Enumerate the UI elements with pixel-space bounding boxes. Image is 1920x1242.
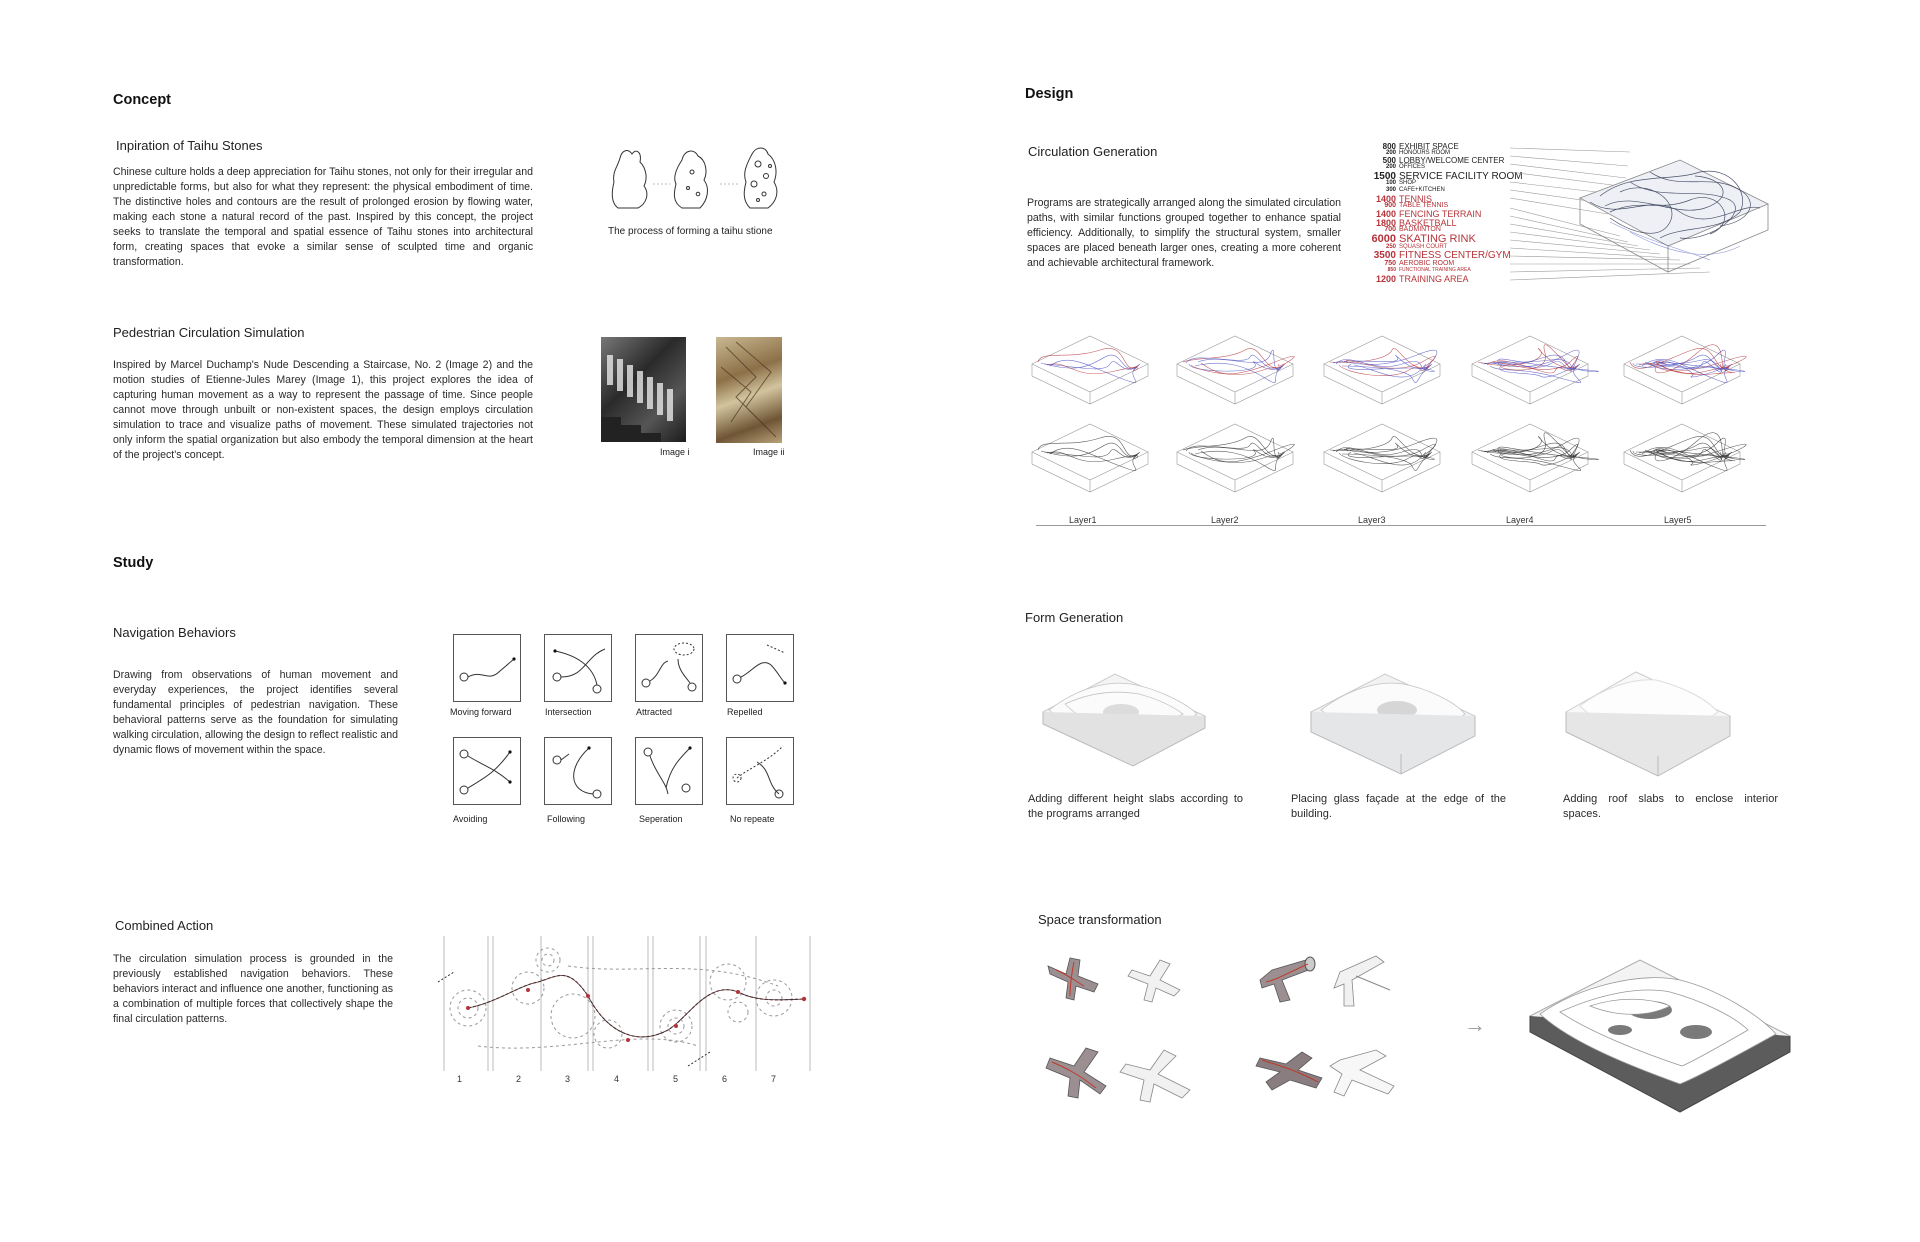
taihu-caption: The process of forming a taihu stione xyxy=(608,226,773,237)
program-name: OFFICES xyxy=(1399,164,1426,170)
transformation-arrow: → xyxy=(1464,1012,1486,1037)
step-2: 2 xyxy=(516,1074,522,1084)
form-step-1-model xyxy=(1035,650,1220,770)
junction-3 xyxy=(1260,957,1315,1002)
space-title: Space transformation xyxy=(1038,912,1162,927)
program-area: 6000 xyxy=(1371,233,1396,246)
step-3: 3 xyxy=(565,1074,571,1084)
behavior-label-5: Avoiding xyxy=(453,814,488,824)
taihu-stone-1 xyxy=(612,151,647,208)
form-step-3-model xyxy=(1560,650,1740,770)
program-row xyxy=(1370,180,1416,186)
layer-program-diagram xyxy=(1030,330,1150,410)
program-area: 700 xyxy=(1384,226,1396,234)
image-i-caption: Image i xyxy=(660,447,690,457)
program-area: 3500 xyxy=(1373,250,1396,262)
image-ii-caption: Image ii xyxy=(753,447,785,457)
concept-heading: Concept xyxy=(113,92,171,108)
program-area: 200 xyxy=(1385,149,1396,156)
behavior-following xyxy=(544,737,612,805)
junction-4 xyxy=(1256,1052,1322,1090)
program-area: 1500 xyxy=(1373,170,1396,182)
form-step-3-caption: Adding roof slabs to enclose interior spaces. xyxy=(1563,793,1778,820)
layer-path-diagram xyxy=(1030,418,1150,498)
behavior-label-6: Following xyxy=(547,814,586,824)
design-heading: Design xyxy=(1025,86,1074,102)
program-area: 900 xyxy=(1384,202,1396,210)
form-title: Form Generation xyxy=(1025,610,1124,625)
program-area: 800 xyxy=(1382,142,1396,151)
duchamp-painting xyxy=(716,337,782,443)
program-name: FUNCTIONAL TRAINING AREA xyxy=(1399,266,1471,273)
program-row xyxy=(1370,187,1445,193)
program-area: 250 xyxy=(1385,243,1396,250)
behavior-label-4: Repelled xyxy=(727,707,763,717)
program-row xyxy=(1370,150,1450,156)
program-name: HONOURS ROOM xyxy=(1399,149,1450,156)
marey-photo xyxy=(601,337,686,442)
step-7: 7 xyxy=(771,1074,777,1084)
behavior-intersection xyxy=(544,634,612,702)
program-name: FITNESS CENTER/GYM xyxy=(1399,250,1511,262)
program-area: 200 xyxy=(1385,164,1396,170)
layer-label-2: Layer2 xyxy=(1211,515,1239,525)
final-building-model xyxy=(1520,946,1795,1126)
step-5: 5 xyxy=(673,1074,679,1084)
taihu-stone-3 xyxy=(744,148,777,208)
circulation-massing xyxy=(1510,142,1790,287)
layer-label-5: Layer5 xyxy=(1664,515,1692,525)
circulation-body: Programs are strategically arranged along the simulated circulation paths, with similar functions grouped together to enhance spatial efficiency. Additionally, to simplify the structural system, smaller spaces are placed beneath larger ones, creating a more coherent and achievable architectural framework. xyxy=(1027,197,1341,269)
junction-2-form xyxy=(1120,1050,1190,1102)
program-name: SHOP xyxy=(1399,180,1417,187)
layer-path-diagram xyxy=(1175,418,1295,498)
combined-body: The circulation simulation process is grounded in the previously established navigation behaviors. These behaviors interact and influence one another, functioning as a combination of multiple forces that collectively shape the final circulation patterns. xyxy=(113,953,393,1025)
layer-baseline xyxy=(1036,525,1766,526)
program-name: AEROBIC ROOM xyxy=(1399,259,1455,267)
program-name: CAFE+KITCHEN xyxy=(1399,187,1445,194)
program-area: 750 xyxy=(1384,259,1396,267)
program-area: 1400 xyxy=(1375,209,1396,220)
program-name: SKATING RINK xyxy=(1399,233,1476,246)
step-1: 1 xyxy=(457,1074,463,1084)
taihu-stone-2 xyxy=(674,151,707,208)
behavior-seperation xyxy=(635,737,703,805)
junction-3-form xyxy=(1334,956,1390,1006)
space-transformation-diagram xyxy=(1040,940,1510,1120)
junction-4-form xyxy=(1330,1050,1394,1096)
circulation-title: Circulation Generation xyxy=(1028,144,1158,159)
junction-1-form xyxy=(1128,960,1180,1002)
navigation-body: Drawing from observations of human movement and everyday experiences, the project identifies several fundamental principles of pedestrian navigation. These behavioral patterns serve as the foundation for simulating walking circulation, allowing the design to reflect realistic and dynamic flows of movement within the space. xyxy=(113,669,399,756)
program-area: 1800 xyxy=(1375,217,1396,228)
program-row xyxy=(1370,164,1425,170)
program-area: 1400 xyxy=(1375,193,1396,204)
layer-path-diagram xyxy=(1622,418,1742,498)
behavior-label-7: Seperation xyxy=(639,814,683,824)
form-step-1-caption: Adding different height slabs according to the programs arranged xyxy=(1028,793,1243,820)
junction-1 xyxy=(1048,958,1098,1000)
program-list xyxy=(1370,142,1530,302)
navigation-title: Navigation Behaviors xyxy=(113,625,236,640)
taihu-body: Chinese culture holds a deep appreciation for Taihu stones, not only for their irregular and unpredictable forms, but also for what they represent: the physical embodiment of time. The distinctive holes and contours are the result of prolonged erosion by flowing water, making each stone a natural record of the past. Inspired by this concept, the project seeks to translate the temporal and spatial essence of Taihu stones into architectural form, creating spaces that evoke a similar sense of sculpted time and organic transformation. xyxy=(113,166,533,268)
junction-2 xyxy=(1046,1048,1106,1098)
program-name: FENCING TERRAIN xyxy=(1399,209,1482,220)
combined-title: Combined Action xyxy=(115,918,214,933)
layer-program-diagram xyxy=(1470,330,1590,410)
behavior-repelled xyxy=(726,634,794,702)
program-name: SQUASH COURT xyxy=(1399,243,1448,250)
program-name: TRAINING AREA xyxy=(1399,273,1469,284)
program-row xyxy=(1370,267,1471,273)
combined-action-diagram xyxy=(438,936,813,1086)
behavior-label-8: No repeate xyxy=(730,814,775,824)
form-step-2-model xyxy=(1305,650,1485,770)
program-area: 1200 xyxy=(1375,273,1396,284)
layer-program-diagram xyxy=(1175,330,1295,410)
behavior-moving-forward xyxy=(453,634,521,702)
taihu-title: Inpiration of Taihu Stones xyxy=(116,138,263,153)
program-area: 300 xyxy=(1385,187,1396,194)
layer-label-3: Layer3 xyxy=(1358,515,1386,525)
form-step-2-caption: Placing glass façade at the edge of the building. xyxy=(1291,793,1506,820)
program-name: LOBBY/WELCOME CENTER xyxy=(1399,156,1505,166)
pedestrian-body: Inspired by Marcel Duchamp's Nude Descending a Staircase, No. 2 (Image 2) and the motion studies of Etienne-Jules Marey (Image 1), this project explores the idea of capturing human movement as a way to represent the passage of time. Since people cannot move through unbuilt or non-existent spaces, the design employs circulation simulation to trace and visualize paths of movement. These simulated trajectories not only inform the spatial organization but also embody the temporal dimension at the heart of the project's concept. xyxy=(113,359,533,461)
program-name: TENNIS xyxy=(1399,193,1433,204)
behavior-label-3: Attracted xyxy=(636,707,673,717)
layer-label-1: Layer1 xyxy=(1069,515,1097,525)
layer-program-diagram xyxy=(1322,330,1442,410)
step-4: 4 xyxy=(614,1074,620,1084)
behavior-no-repeate xyxy=(726,737,794,805)
program-area: 500 xyxy=(1382,156,1396,166)
layer-diagrams xyxy=(1025,330,1785,530)
program-name: EXHIBIT SPACE xyxy=(1399,142,1459,151)
program-name: SERVICE FACILITY ROOM xyxy=(1399,170,1523,182)
program-name: BADMINTON xyxy=(1399,226,1441,234)
step-6: 6 xyxy=(722,1074,728,1084)
program-name: BASKETBALL xyxy=(1399,217,1457,228)
program-area: 850 xyxy=(1387,266,1396,273)
behavior-attracted xyxy=(635,634,703,702)
study-heading: Study xyxy=(113,555,154,571)
behavior-label-1: Moving forward xyxy=(450,707,512,717)
program-name: TABLE TENNIS xyxy=(1399,202,1449,210)
program-row xyxy=(1370,274,1469,284)
behavior-avoiding xyxy=(453,737,521,805)
program-row xyxy=(1370,244,1447,250)
layer-label-4: Layer4 xyxy=(1506,515,1534,525)
program-area: 100 xyxy=(1385,180,1396,187)
taihu-stones-illustration xyxy=(608,142,793,212)
layer-path-diagram xyxy=(1470,418,1590,498)
layer-program-diagram xyxy=(1622,330,1742,410)
pedestrian-title: Pedestrian Circulation Simulation xyxy=(113,325,305,340)
behavior-label-2: Intersection xyxy=(545,707,592,717)
layer-path-diagram xyxy=(1322,418,1442,498)
